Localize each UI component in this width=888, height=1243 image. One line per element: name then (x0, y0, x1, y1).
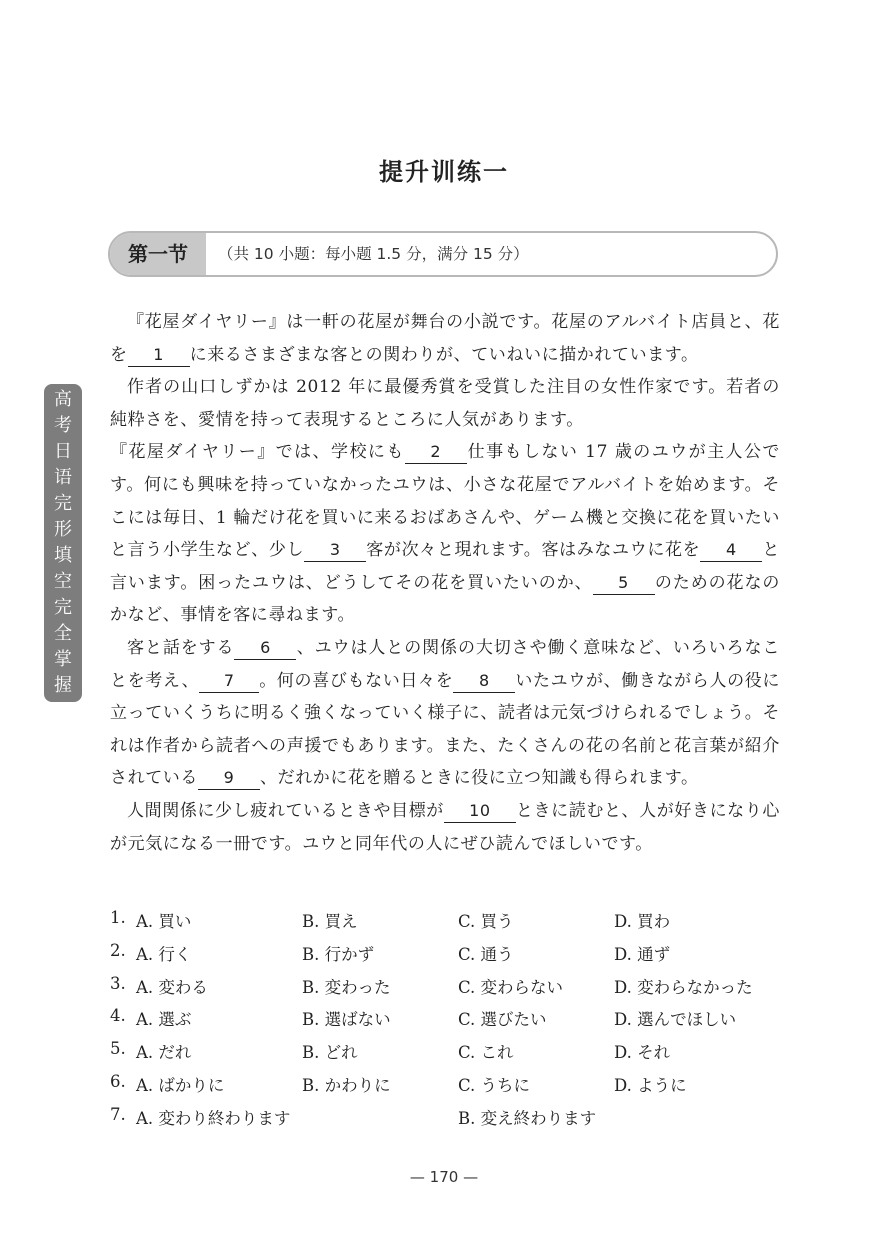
passage-text: 『花屋ダイヤリー』は一軒の花屋が舞台の小説です。花屋のアルバイト店員と、花を (110, 312, 780, 365)
option-b: B. 変わった (302, 977, 391, 997)
reading-passage (110, 306, 780, 860)
paragraph-2 (110, 371, 780, 436)
blank-8: 8 (453, 670, 515, 693)
option-b: B. 選ばない (302, 1010, 391, 1030)
page-title: 提升训练一 (379, 158, 509, 186)
side-tab-char: 考 (54, 415, 72, 436)
option-c: C. 通う (458, 944, 514, 964)
question-number: 7. (110, 1104, 126, 1124)
option-d: D. 買わ (614, 912, 671, 931)
option-a: A. 行く (136, 944, 192, 964)
question-number: 5. (110, 1039, 126, 1059)
option-d: D. 変わらなかった (614, 977, 753, 997)
side-tab-char: 形 (54, 519, 72, 540)
answer-options (110, 908, 780, 1138)
blank-9: 9 (198, 767, 260, 790)
passage-text: に来るさまざまな客との関わりが、ていねいに描かれています。 (189, 344, 699, 365)
question-number: 2. (110, 940, 126, 960)
option-c: C. 買う (458, 912, 514, 931)
option-a: A. 変わり終わります (136, 1108, 291, 1128)
question-number: 6. (110, 1071, 126, 1091)
side-tab-char: 语 (54, 467, 72, 488)
option-a: A. ばかりに (136, 1075, 225, 1095)
passage-text: 仕事もしない 17 歳のユウが主人公です。何にも興味を持っていなかったユウは、小さな花屋でアルバイトを始めます。そこには毎日、1 輪だけ花を買いに来るおばあさんや、ゲーム機と交換に花を買いたいと言う小学生など、少し (110, 442, 781, 561)
passage-text: 客が次々と現れます。客はみなユウに花を (366, 540, 701, 561)
passage-text: ときに読むと、人が好きになり心が元気になる一冊です。ユウと同年代の人にぜひ読んでほしいです。 (110, 800, 780, 854)
passage-text: 『花屋ダイヤリー』では、学校にも (110, 442, 405, 463)
blank-10: 10 (444, 800, 516, 823)
blank-5: 5 (593, 572, 655, 595)
option-a: A. 買い (136, 912, 192, 931)
section-description: （共 10 小题：每小题 1.5 分，满分 15 分） (218, 245, 529, 263)
blank-3: 3 (304, 539, 366, 562)
question-number: 1. (110, 908, 126, 927)
option-c: C. 選びたい (458, 1010, 547, 1030)
side-tab-char: 握 (54, 675, 72, 696)
option-a: A. 変わる (136, 977, 208, 997)
passage-text: と言います。困ったユウは、どうしてその花を買いたいのか、 (110, 540, 780, 593)
side-tab-char: 完 (54, 493, 72, 514)
section-header (108, 231, 778, 277)
option-row (110, 1039, 780, 1072)
side-tab-char: 空 (54, 571, 72, 592)
option-b: B. 買え (302, 912, 358, 931)
blank-6: 6 (234, 637, 296, 660)
option-b: B. どれ (302, 1043, 358, 1063)
option-d: D. 通ず (614, 944, 671, 964)
passage-text: 、だれかに花を贈るときに役に立つ知識も得られます。 (260, 768, 699, 789)
blank-4: 4 (700, 539, 762, 562)
paragraph-3 (110, 436, 780, 632)
option-row (110, 1072, 780, 1105)
question-number: 3. (110, 973, 126, 993)
paragraph-4 (110, 632, 780, 795)
option-row (110, 941, 780, 974)
passage-text: いたユウが、働きながら人の役に立っていくうちに明るく強くなっていく様子に、読者は元気づけられるでしょう。それは作者から読者への声援でもあります。また、たくさんの花の名前と花言葉が紹介されている (110, 670, 780, 789)
side-tab-char: 日 (54, 441, 72, 462)
option-row (110, 1006, 780, 1039)
passage-text: 作者の山口しずかは 2012 年に最優秀賞を受賞した注目の女性作家です。若者の純粋さを、愛情を持って表現するところに人気があります。 (110, 377, 780, 430)
option-b: B. 変え終わります (458, 1108, 597, 1128)
side-tab-char: 全 (54, 623, 72, 644)
paragraph-5 (110, 795, 780, 860)
passage-text: のための花なのかなど、事情を客に尋ねます。 (110, 572, 781, 626)
option-d: D. ように (614, 1075, 687, 1095)
paragraph-1 (110, 306, 780, 371)
option-d: D. それ (614, 1043, 671, 1063)
option-a: A. 選ぶ (136, 1010, 192, 1030)
side-tab-char: 填 (54, 545, 72, 566)
option-d: D. 選んでほしい (614, 1010, 737, 1030)
blank-1: 1 (128, 344, 190, 367)
section-label: 第一节 (110, 233, 208, 275)
option-b: B. 行かず (302, 944, 375, 964)
question-number: 4. (110, 1006, 126, 1026)
side-tab-char: 高 (54, 389, 72, 410)
passage-text: 人間関係に少し疲れているときや目標が (127, 800, 444, 821)
option-row (110, 1105, 780, 1138)
passage-text: 客と話をする (127, 637, 235, 658)
option-b: B. かわりに (302, 1075, 391, 1095)
side-tab (44, 384, 82, 702)
page-number: — 170 — (409, 1168, 479, 1186)
option-c: C. うちに (458, 1075, 531, 1095)
blank-7: 7 (199, 670, 259, 693)
option-c: C. 変わらない (458, 977, 564, 997)
option-row (110, 974, 780, 1007)
blank-2: 2 (405, 441, 467, 464)
passage-text: 。何の喜びもない日々を (259, 670, 454, 691)
side-tab-char: 完 (54, 597, 72, 618)
option-a: A. だれ (136, 1043, 192, 1063)
option-row (110, 908, 780, 941)
side-tab-char: 掌 (54, 649, 72, 670)
option-c: C. これ (458, 1043, 514, 1063)
passage-text: 、ユウは人との関係の大切さや働く意味など、いろいろなことを考え、 (110, 637, 780, 691)
